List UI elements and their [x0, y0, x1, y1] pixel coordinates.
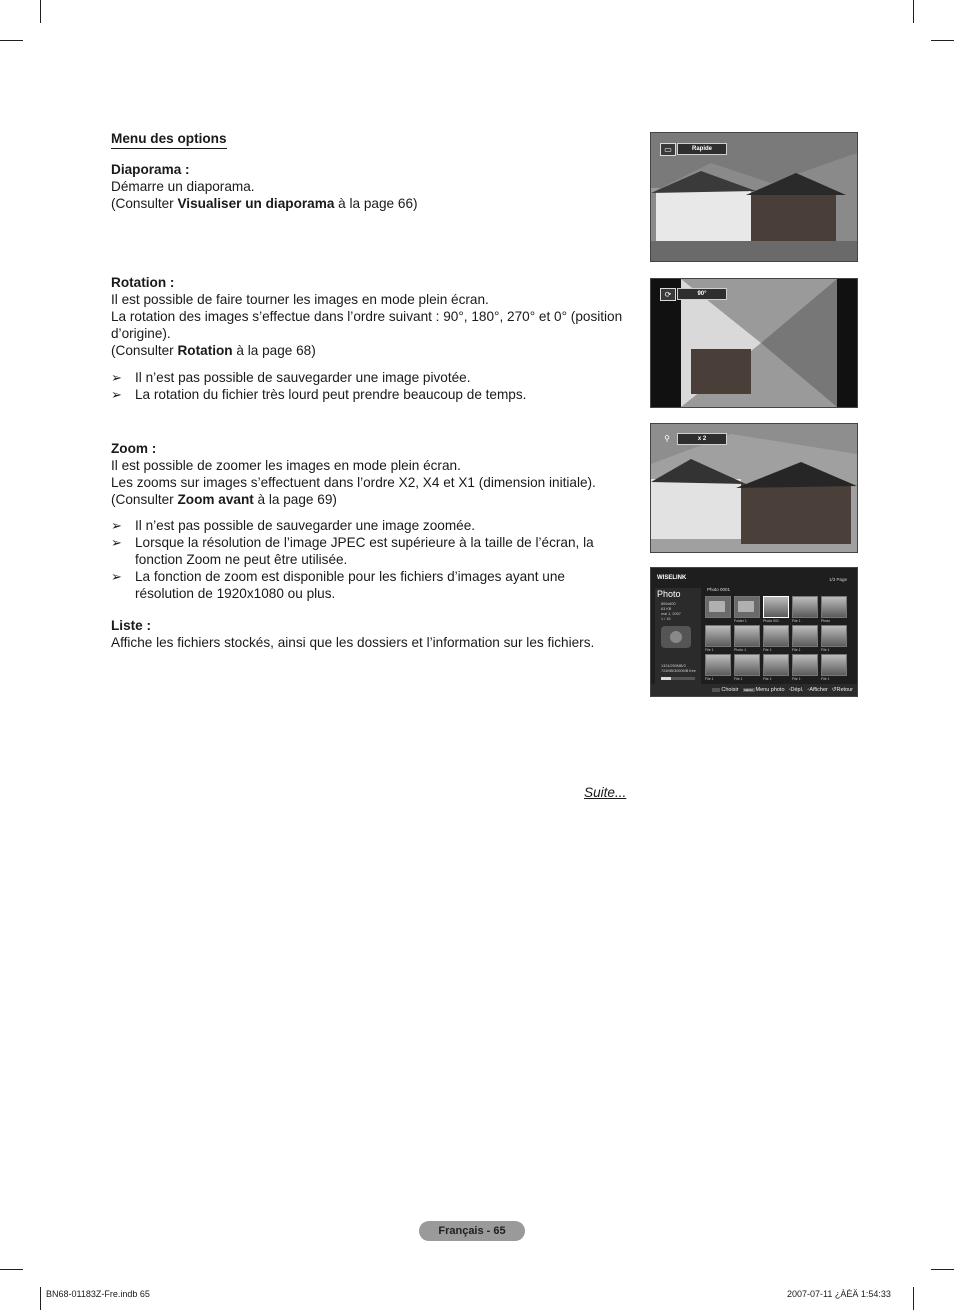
note-arrow-icon: ➢	[111, 535, 122, 550]
angle-badge: 90°	[677, 288, 727, 300]
rotation-screenshot	[650, 278, 858, 408]
info-panel	[655, 588, 701, 684]
note-arrow-icon: ➢	[111, 387, 122, 402]
rotation-text: La rotation des images s’effectue dans l’ordre suivant : 90°, 180°, 270° et 0° (position d’origine).	[111, 309, 623, 341]
storage-usage: 1324/250MB/3 724MB/3000MB free	[661, 664, 696, 673]
zoom-text: Les zooms sur images s’effectuent dans l’ordre X2, X4 et X1 (dimension initiale).	[111, 475, 596, 490]
crop-mark	[913, 1287, 914, 1310]
diaporama-title: Diaporama :	[111, 162, 190, 177]
list-item[interactable]: File 1	[821, 654, 846, 683]
continued-note: Suite...	[584, 785, 627, 800]
crop-mark	[0, 1269, 23, 1270]
list-item[interactable]: Photo	[821, 596, 846, 625]
print-timestamp: 2007-07-11 ¿ÀÈÄ 1:54:33	[787, 1289, 891, 1299]
list-item[interactable]: Photo 001	[763, 596, 788, 625]
help-view: ◦Afficher	[807, 687, 828, 693]
zoom-badge: x 2	[677, 433, 727, 445]
print-file-info: BN68-01183Z-Fre.indb 65	[46, 1289, 150, 1299]
storage-bar	[661, 677, 695, 680]
note-arrow-icon: ➢	[111, 370, 122, 385]
list-item[interactable]: File 1	[763, 654, 788, 683]
help-bar	[651, 684, 857, 696]
list-item[interactable]: File 1	[734, 654, 759, 683]
brand-logo: WISELINK	[657, 575, 687, 581]
list-item[interactable]: File 1	[792, 596, 817, 625]
help-select: Choisir	[712, 687, 738, 693]
liste-title: Liste :	[111, 618, 152, 633]
diaporama-text: Démarre un diaporama.	[111, 179, 255, 194]
menu-title: Menu des options	[111, 130, 227, 149]
rotation-title: Rotation :	[111, 275, 175, 290]
list-item[interactable]: File 1	[763, 625, 788, 654]
photo-list-screenshot	[650, 567, 858, 697]
zoom-screenshot	[650, 423, 858, 553]
note-arrow-icon: ➢	[111, 518, 122, 533]
help-move: ◦Dépl.	[788, 687, 804, 693]
rotation-section	[111, 274, 626, 403]
slideshow-icon: ▭	[660, 143, 676, 156]
zoom-title: Zoom :	[111, 441, 157, 456]
thumbnail-grid	[705, 596, 849, 683]
zoom-text: Il est possible de zoomer les images en mode plein écran.	[111, 458, 461, 473]
liste-section	[111, 617, 626, 651]
crop-mark	[0, 40, 23, 41]
help-menu: MENU Menu photo	[744, 687, 785, 693]
list-item[interactable]: File 1	[792, 625, 817, 654]
list-item[interactable]: File 1	[821, 625, 846, 654]
help-back: ↺Retour	[831, 687, 853, 693]
note-arrow-icon: ➢	[111, 569, 122, 584]
zoom-note: ➢ La fonction de zoom est disponible pour les fichiers d’images ayant une résolution de 1920x1080 ou plus.	[111, 569, 565, 601]
zoom-section	[111, 440, 626, 602]
crop-mark	[931, 40, 954, 41]
zoom-note: ➢ Il n’est pas possible de sauvegarder une image zoomée.	[111, 518, 476, 533]
list-item[interactable]: Folder 1	[734, 596, 759, 625]
page-info: 1/3 Page	[828, 577, 847, 582]
zoom-note: ➢ Lorsque la résolution de l’image JPEC est supérieure à la taille de l’écran, la fonction Zoom ne peut être utilisée.	[111, 535, 594, 567]
liste-text: Affiche les fichiers stockés, ainsi que les dossiers et l’information sur les fichiers.	[111, 635, 595, 650]
list-item[interactable]: File 1	[705, 654, 730, 683]
zoom-icon: ⚲	[664, 434, 670, 443]
rotation-note: ➢ Il n’est pas possible de sauvegarder une image pivotée.	[111, 370, 471, 385]
camera-icon	[661, 626, 691, 648]
page-number: Français - 65	[419, 1221, 525, 1241]
list-item[interactable]: File 1	[792, 654, 817, 683]
list-item[interactable]: File 1	[705, 625, 730, 654]
current-folder: Photo 0001	[707, 587, 731, 592]
zoom-ref: (Consulter Zoom avant à la page 69)	[111, 492, 337, 507]
rotation-text: Il est possible de faire tourner les images en mode plein écran.	[111, 292, 489, 307]
speed-badge: Rapide	[677, 143, 727, 155]
rotate-icon: ⟳	[660, 288, 676, 301]
rotation-note: ➢ La rotation du fichier très lourd peut prendre beaucoup de temps.	[111, 387, 527, 402]
crop-mark	[40, 0, 41, 23]
list-item[interactable]: Photo 1	[734, 625, 759, 654]
panel-title: Photo	[657, 589, 681, 599]
slideshow-screenshot	[650, 132, 858, 262]
diaporama-ref: (Consulter Visualiser un diaporama à la page 66)	[111, 196, 418, 211]
crop-mark	[913, 0, 914, 23]
crop-mark	[931, 1269, 954, 1270]
list-item[interactable]	[705, 596, 730, 625]
diaporama-section	[111, 130, 626, 212]
crop-mark	[40, 1287, 41, 1310]
file-info: 800x600 63 KB mai 1, 2007 1 / 15	[661, 602, 681, 621]
rotation-ref: (Consulter Rotation à la page 68)	[111, 343, 316, 358]
